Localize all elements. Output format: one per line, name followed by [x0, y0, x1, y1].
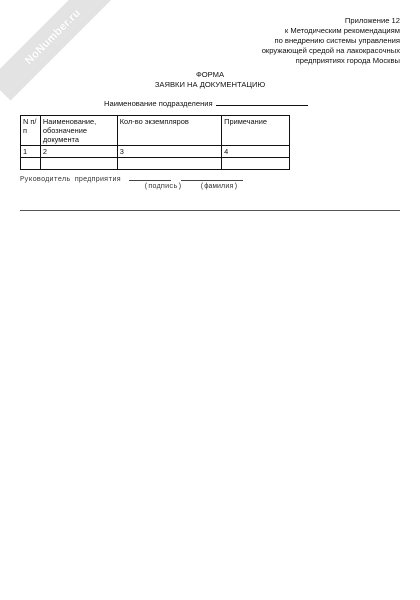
appendix-note [200, 16, 400, 66]
header-cell-copies: Кол-во экземпляров [117, 116, 221, 146]
page-divider [20, 210, 400, 211]
watermark-text: NoNumber.ru [22, 6, 84, 68]
signature-captions [144, 183, 238, 192]
table-row [21, 158, 290, 170]
table-cell[interactable] [21, 158, 41, 170]
form-heading [0, 70, 420, 90]
appendix-line: к Методическим рекомендациям [284, 26, 400, 35]
table-cell: 1 [21, 146, 41, 158]
department-line [104, 97, 308, 109]
appendix-line: по внедрению системы управления [274, 36, 400, 45]
table-cell: 2 [40, 146, 117, 158]
department-label: Наименование подразделения [104, 99, 213, 108]
signature-blank-field[interactable] [129, 173, 171, 181]
table-numbering-row [21, 146, 290, 158]
signature-label: Руководитель предприятия [20, 176, 121, 184]
form-title: ФОРМА [195, 70, 225, 79]
header-cell-note: Примечание [222, 116, 290, 146]
documentation-table [20, 115, 290, 170]
name-caption: (фамилия) [200, 183, 238, 191]
table-cell[interactable] [222, 158, 290, 170]
table-cell: 4 [222, 146, 290, 158]
appendix-line: предприятиях города Москвы [295, 56, 400, 65]
form-subtitle: ЗАЯВКИ НА ДОКУМЕНТАЦИЮ [154, 80, 266, 89]
signature-caption: (подпись) [144, 183, 182, 191]
table-header-row [21, 116, 290, 146]
table-cell[interactable] [40, 158, 117, 170]
name-blank-field[interactable] [181, 173, 243, 181]
header-cell-name: Наименование, обозначение документа [40, 116, 117, 146]
table-cell[interactable] [117, 158, 221, 170]
appendix-line: окружающей средой на лакокрасочных [261, 46, 400, 55]
header-cell-number: N п/п [21, 116, 41, 146]
table-cell: 3 [117, 146, 221, 158]
appendix-line: Приложение 12 [344, 16, 400, 25]
department-blank-field[interactable] [216, 97, 308, 106]
